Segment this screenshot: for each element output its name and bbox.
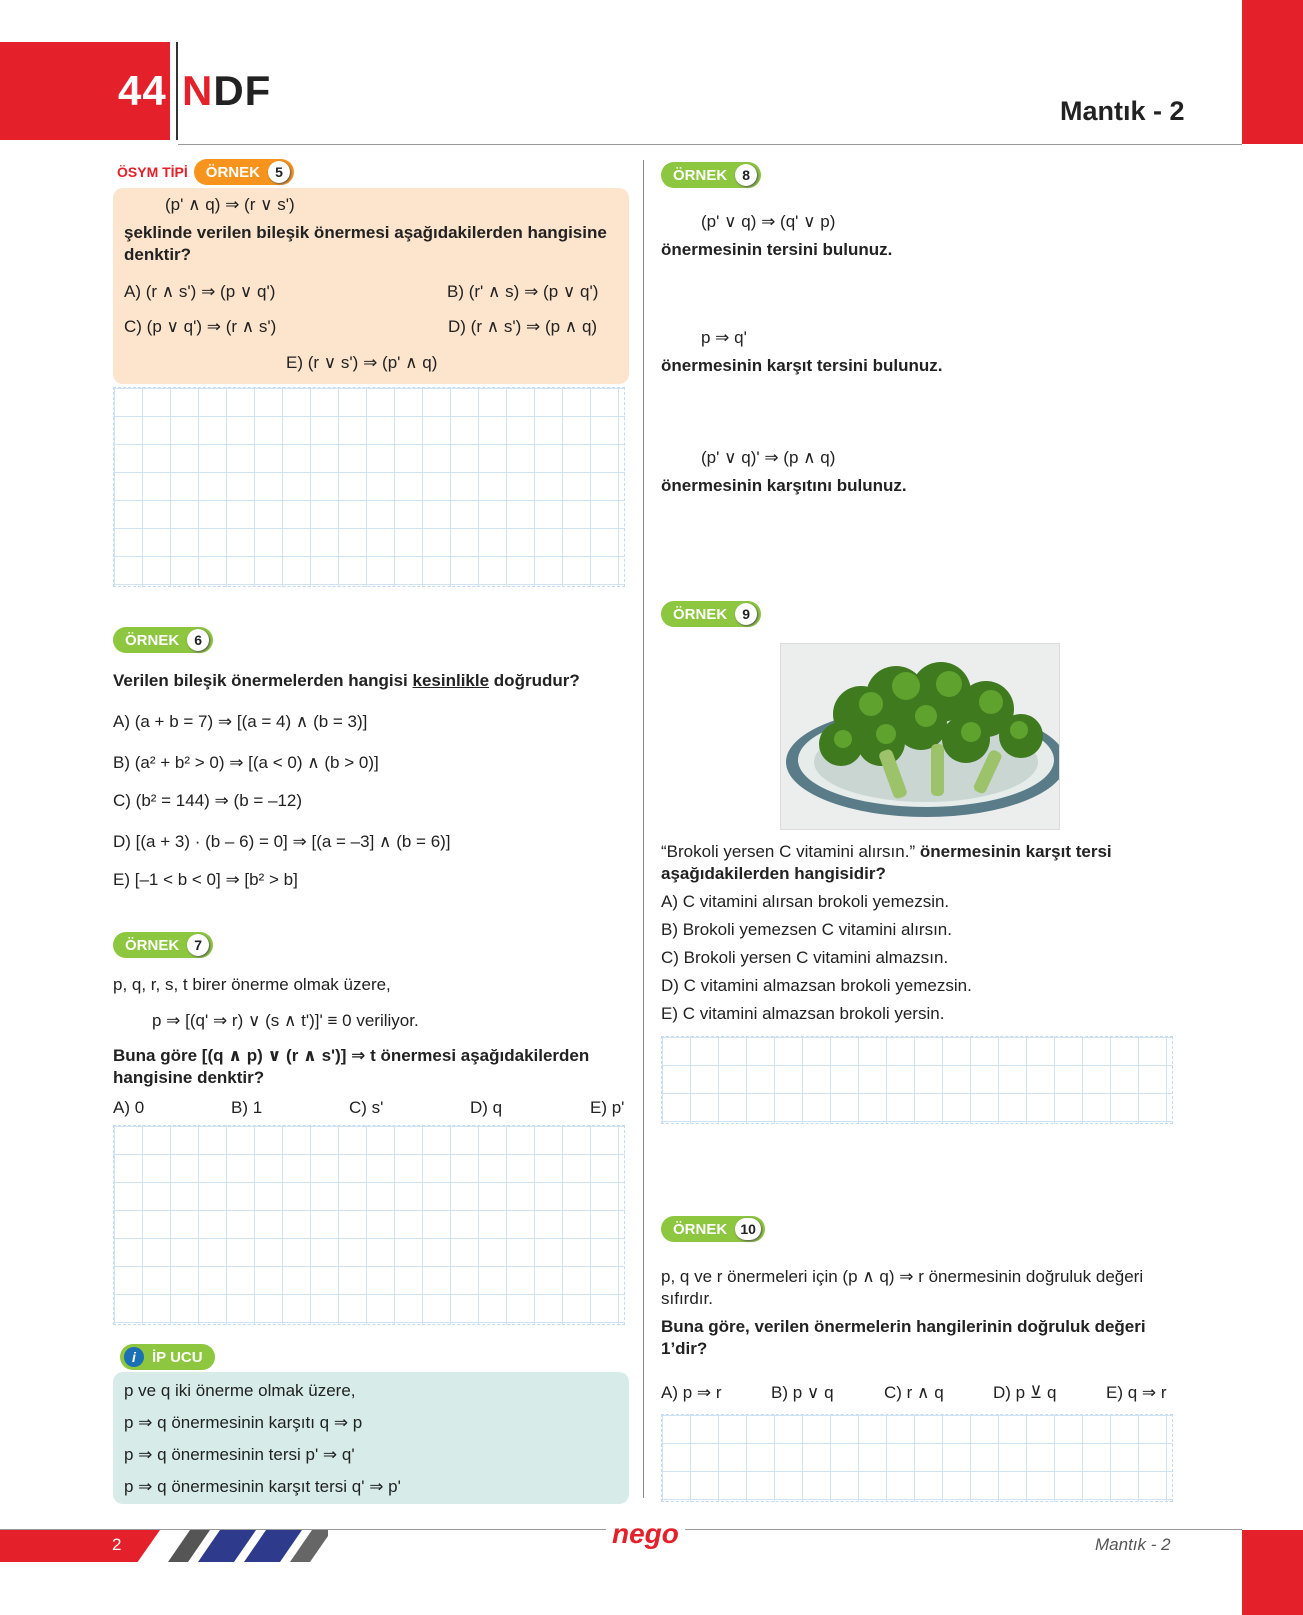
q9-question: “Brokoli yersen C vitamini alırsın.” önermesinin karşıt tersi aşağıdakilerden hangisidir? [661, 842, 1112, 883]
header-divider [176, 42, 178, 140]
q5-option-a: A) (r ∧ s') ⇒ (p ∨ q') [124, 282, 276, 301]
q5-expression: (p' ∧ q) ⇒ (r ∨ s') [165, 195, 295, 214]
q7-option-c: C) s' [349, 1098, 384, 1117]
header-rule [178, 144, 1242, 145]
right-edge-bar [1242, 0, 1303, 144]
q7-work-grid[interactable] [113, 1125, 625, 1325]
q7-option-a: A) 0 [113, 1098, 145, 1117]
q6-option-b: B) (a² + b² > 0) ⇒ [(a < 0) ∧ (b > 0)] [113, 753, 379, 772]
q9-option-b: B) Brokoli yemezsen C vitamini alırsın. [661, 920, 952, 939]
q9-work-grid[interactable] [661, 1036, 1173, 1124]
q6-badge: ÖRNEK 6 [113, 627, 213, 653]
book-logo: NDF [182, 67, 272, 114]
q5-option-e: E) (r ∨ s') ⇒ (p' ∧ q) [286, 353, 438, 372]
q8-badge: ÖRNEK 8 [661, 162, 761, 188]
q10-intro: p, q ve r önermeleri için (p ∧ q) ⇒ r önermesinin doğruluk değeri sıfırdır. [661, 1267, 1144, 1308]
right-edge-bar-bottom [1242, 1530, 1303, 1615]
q8-task-3: önermesinin karşıtını bulunuz. [661, 476, 907, 495]
q10-work-grid[interactable] [661, 1414, 1173, 1502]
q9-option-e: E) C vitamini almazsan brokoli yersin. [661, 1004, 945, 1023]
q7-option-b: B) 1 [231, 1098, 263, 1117]
footer-topic: Mantık - 2 [1095, 1535, 1171, 1554]
q5-badge: ÖSYM TİPİ ÖRNEK 5 [117, 159, 294, 185]
q6-option-d: D) [(a + 3) · (b – 6) = 0] ⇒ [(a = –3] ∧ (b = 6)] [113, 832, 451, 851]
footer-page-number: 2 [112, 1535, 122, 1554]
tip-line-2: p ⇒ q önermesinin karşıtı q ⇒ p [124, 1413, 363, 1432]
q10-question: Buna göre, verilen önermelerin hangilerinin doğruluk değeri 1’dir? [661, 1317, 1146, 1358]
q5-option-c: C) (p ∨ q') ⇒ (r ∧ s') [124, 317, 277, 336]
q8-expr-2: p ⇒ q' [701, 328, 747, 347]
broccoli-image [780, 643, 1060, 830]
info-icon: i [124, 1347, 144, 1367]
q5-option-d: D) (r ∧ s') ⇒ (p ∧ q) [448, 317, 598, 336]
q10-option-b: B) p ∨ q [771, 1383, 834, 1402]
q8-expr-1: (p' ∨ q) ⇒ (q' ∨ p) [701, 212, 836, 231]
q10-badge: ÖRNEK 10 [661, 1216, 765, 1242]
q8-task-1: önermesinin tersini bulunuz. [661, 240, 893, 259]
tip-badge: i İP UCU [120, 1344, 215, 1372]
tip-line-1: p ve q iki önerme olmak üzere, [124, 1381, 356, 1400]
q7-question: Buna göre [(q ∧ p) ∨ (r ∧ s')] ⇒ t önermesi aşağıdakilerden hangisine denktir? [113, 1046, 590, 1087]
tip-line-3: p ⇒ q önermesinin tersi p' ⇒ q' [124, 1445, 355, 1464]
q9-option-d: D) C vitamini almazsan brokoli yemezsin. [661, 976, 972, 995]
q7-given: p ⇒ [(q' ⇒ r) ∨ (s ∧ t')]' ≡ 0 veriliyor. [152, 1011, 419, 1030]
q9-option-a: A) C vitamini alırsan brokoli yemezsin. [661, 892, 950, 911]
footer-red-block [0, 1530, 160, 1562]
q10-option-c: C) r ∧ q [884, 1383, 944, 1402]
q6-option-a: A) (a + b = 7) ⇒ [(a = 4) ∧ (b = 3)] [113, 712, 368, 731]
publisher-logo: nego [606, 1518, 685, 1550]
q6-option-c: C) (b² = 144) ⇒ (b = –12) [113, 791, 303, 810]
q5-work-grid[interactable] [113, 387, 625, 587]
q9-badge: ÖRNEK 9 [661, 601, 761, 627]
q7-option-d: D) q [470, 1098, 503, 1117]
q10-option-a: A) p ⇒ r [661, 1383, 722, 1402]
q7-badge: ÖRNEK 7 [113, 932, 213, 958]
q7-option-e: E) p' [590, 1098, 625, 1117]
q10-option-e: E) q ⇒ r [1106, 1383, 1167, 1402]
column-divider [643, 160, 644, 1498]
q7-intro: p, q, r, s, t birer önerme olmak üzere, [113, 975, 391, 994]
q10-option-d: D) p ⊻ q [993, 1383, 1057, 1402]
q8-expr-3: (p' ∨ q)' ⇒ (p ∧ q) [701, 448, 836, 467]
osym-tag: ÖSYM TİPİ [117, 163, 188, 180]
q6-question: Verilen bileşik önermelerden hangisi kesinlikle doğrudur? [113, 671, 580, 690]
page-number: 44 [118, 67, 167, 114]
footer-stripes [168, 1530, 328, 1562]
page-title: Mantık - 2 [1060, 96, 1185, 126]
q6-option-e: E) [–1 < b < 0] ⇒ [b² > b] [113, 870, 298, 889]
tip-line-4: p ⇒ q önermesinin karşıt tersi q' ⇒ p' [124, 1477, 401, 1496]
q5-question: şeklinde verilen bileşik önermesi aşağıdakilerden hangisine denktir? [124, 223, 607, 264]
q9-option-c: C) Brokoli yersen C vitamini almazsın. [661, 948, 949, 967]
q8-task-2: önermesinin karşıt tersini bulunuz. [661, 356, 943, 375]
q5-option-b: B) (r' ∧ s) ⇒ (p ∨ q') [447, 282, 599, 301]
